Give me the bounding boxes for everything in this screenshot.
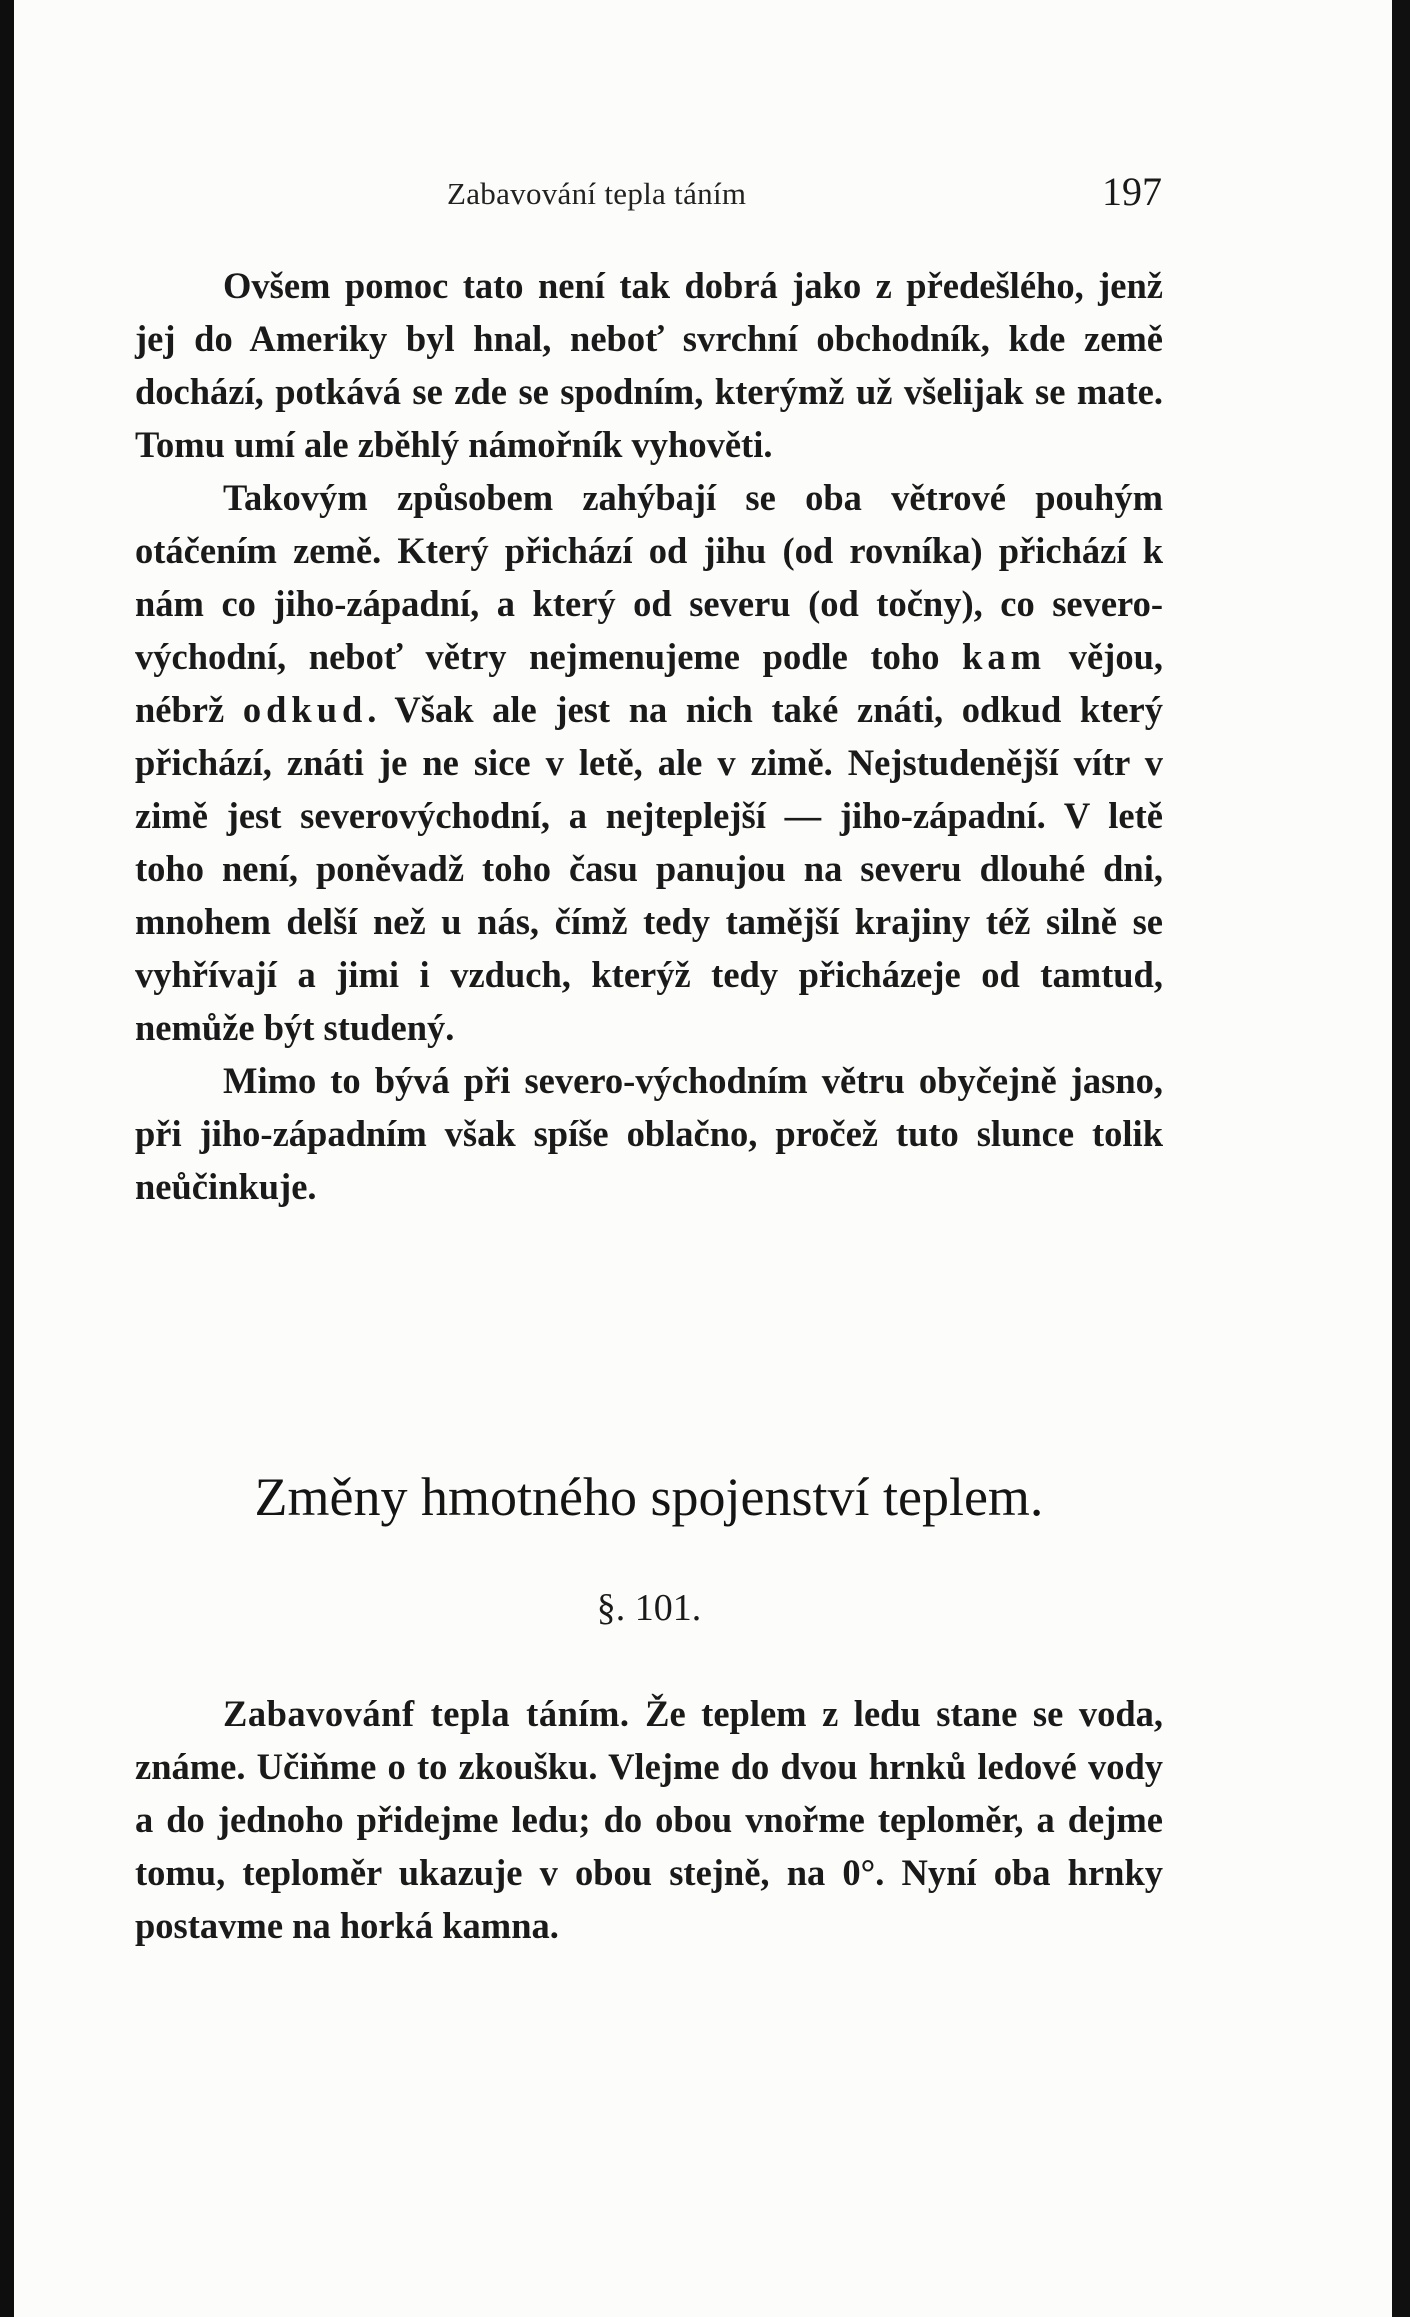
running-title: Zabavování tepla táním bbox=[447, 176, 747, 211]
paragraph-2-text-b: vějou, nébrž bbox=[135, 636, 1164, 730]
section-number: §. 101. bbox=[596, 1587, 702, 1629]
scan-right-edge bbox=[1392, 0, 1410, 2317]
run-in-title: Zabavovánf tepla táním. bbox=[223, 1693, 630, 1734]
paragraph-2-text-c: . Však ale jest na nich také znáti, odkud který přichází, znáti je ne sice v letě, ale v zimě. Nejstudenější vítr v zimě jest severovýchodní, a nejteplejší — jiho-západní. V letě toho není, poněvadž toho času panujou na severu dlouhé dni, mnohem delší než u nás, čímž tedy tamější krajiny též silně se vyhřívají a jimi i vzduch, kterýž tedy přicházeje od tamtud, nemůže být studený. bbox=[135, 689, 1163, 1048]
emphasis-odkud: odkud bbox=[242, 689, 368, 730]
section-paragraph-text: Že teplem z ledu stane se voda, známe. Učiňme o to zkoušku. Vlejme do dvou hrnků ledové vody a do jednoho přidejme ledu; do obou vnořme teploměr, a dejme tomu, teploměr ukazuje v obou stejně, na 0°. Nyní oba hrnky postavme na horká kamna. bbox=[135, 1693, 1163, 1946]
paragraph-3: Mimo to bývá při severo-východním větru obyčejně jasno, při jiho-západním však spíše oblačno, pročež tuto slunce tolik neůčinkuje. bbox=[135, 1060, 1163, 1207]
page-number: 197 bbox=[1102, 169, 1162, 214]
section-body bbox=[135, 1687, 1163, 1952]
paragraph-2-text-a: Takovým způsobem zahýbají se oba větrové pouhým otáčením země. Který přichází od jihu (od rovníka) přichází k nám co jiho-západní, a který od severu (od točny), co severo-východní, neboť větry nejmenujeme podle toho bbox=[135, 477, 1163, 677]
body-text bbox=[135, 259, 1163, 1213]
paragraph-2 bbox=[135, 471, 1163, 1054]
section-heading: Změny hmotného spojenství teplem. bbox=[254, 1467, 1044, 1527]
page-header bbox=[447, 168, 1162, 224]
section-paragraph bbox=[135, 1687, 1163, 1952]
paragraph-1: Ovšem pomoc tato není tak dobrá jako z předešlého, jenž jej do Ameriky byl hnal, neboť svrchní obchodník, kde země dochází, potkává se zde se spodním, kterýmž už všelijak se mate. Tomu umí ale zběhlý námořník vyhověti. bbox=[135, 265, 1163, 465]
scan-left-edge bbox=[0, 0, 14, 2317]
emphasis-kam: kam bbox=[962, 636, 1047, 677]
